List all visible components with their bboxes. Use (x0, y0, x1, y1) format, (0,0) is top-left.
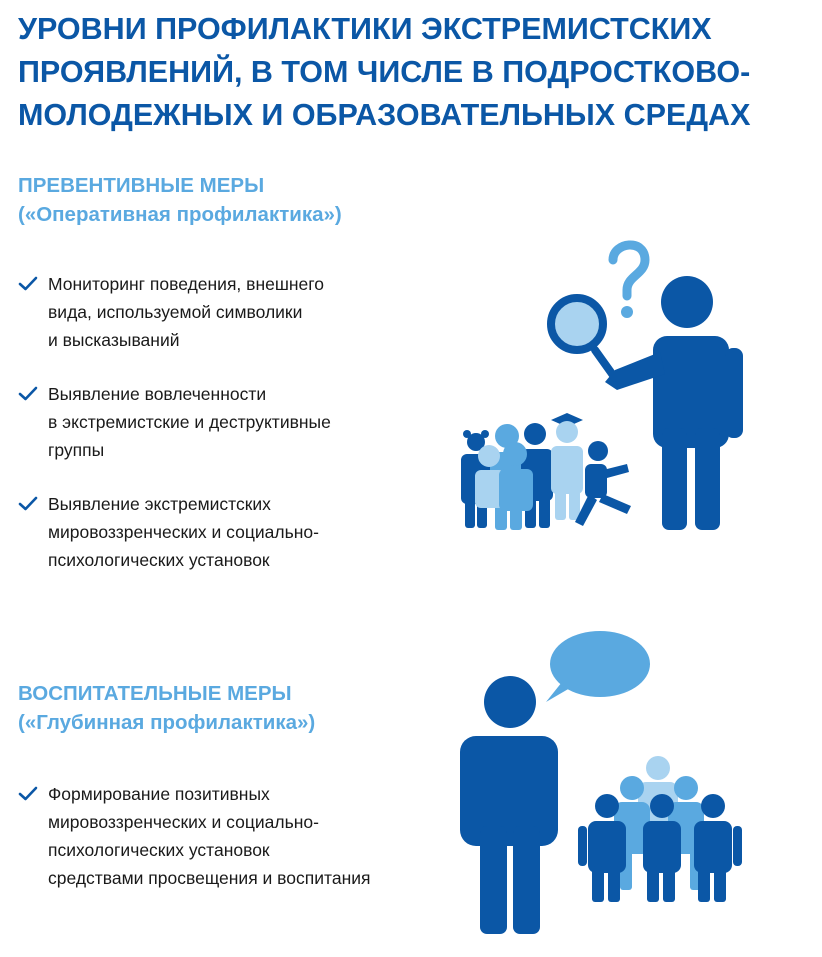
list-item-line: психологических установок (48, 550, 270, 570)
title-line: МОЛОДЕЖНЫХ И ОБРАЗОВАТЕЛЬНЫХ СРЕДАХ (18, 98, 751, 132)
section-subtitle: («Глубинная профилактика») (18, 711, 316, 734)
list-item-line: мировоззренческих и социально- (48, 522, 319, 542)
list-item (18, 380, 418, 464)
section-title: ПРЕВЕНТИВНЫЕ МЕРЫ (18, 174, 265, 197)
speech-bubble-icon (546, 631, 650, 702)
list-item-line: и высказываний (48, 330, 180, 350)
list-item-line: мировоззренческих и социально- (48, 812, 319, 832)
list-item-line: вида, используемой символики (48, 302, 303, 322)
check-icon (18, 786, 38, 802)
section-heading-preventive (18, 171, 342, 229)
magnifier-icon (551, 298, 615, 378)
preventive-measures-list (18, 270, 418, 574)
section-subtitle: («Оперативная профилактика») (18, 203, 342, 226)
adult-figure (460, 676, 558, 934)
children-group (461, 413, 631, 530)
title-line: ПРОЯВЛЕНИЙ, В ТОМ ЧИСЛЕ В ПОДРОСТКОВО- (18, 55, 751, 89)
list-item-line: Выявление экстремистских (48, 494, 271, 514)
list-item (18, 270, 418, 354)
list-item-line: Выявление вовлеченности (48, 384, 267, 404)
list-item-line: в экстремистские и деструктивные (48, 412, 331, 432)
educational-measures-list (18, 780, 418, 892)
list-item-line: Формирование позитивных (48, 784, 270, 804)
check-icon (18, 496, 38, 512)
check-icon (18, 276, 38, 292)
person-magnifier-question-illustration (455, 232, 755, 537)
list-item (18, 780, 418, 892)
check-icon (18, 386, 38, 402)
list-item (18, 490, 418, 574)
title-line: УРОВНИ ПРОФИЛАКТИКИ ЭКСТРЕМИСТСКИХ (18, 12, 712, 46)
question-mark-icon (613, 245, 645, 318)
page-title (18, 8, 818, 137)
person-speech-bubble-group-illustration (450, 630, 750, 940)
section-heading-educational (18, 679, 315, 737)
list-item-line: психологических установок (48, 840, 270, 860)
people-group (578, 756, 742, 902)
list-item-line: группы (48, 440, 105, 460)
list-item-line: средствами просвещения и воспитания (48, 868, 371, 888)
section-title: ВОСПИТАТЕЛЬНЫЕ МЕРЫ (18, 682, 292, 705)
list-item-line: Мониторинг поведения, внешнего (48, 274, 325, 294)
